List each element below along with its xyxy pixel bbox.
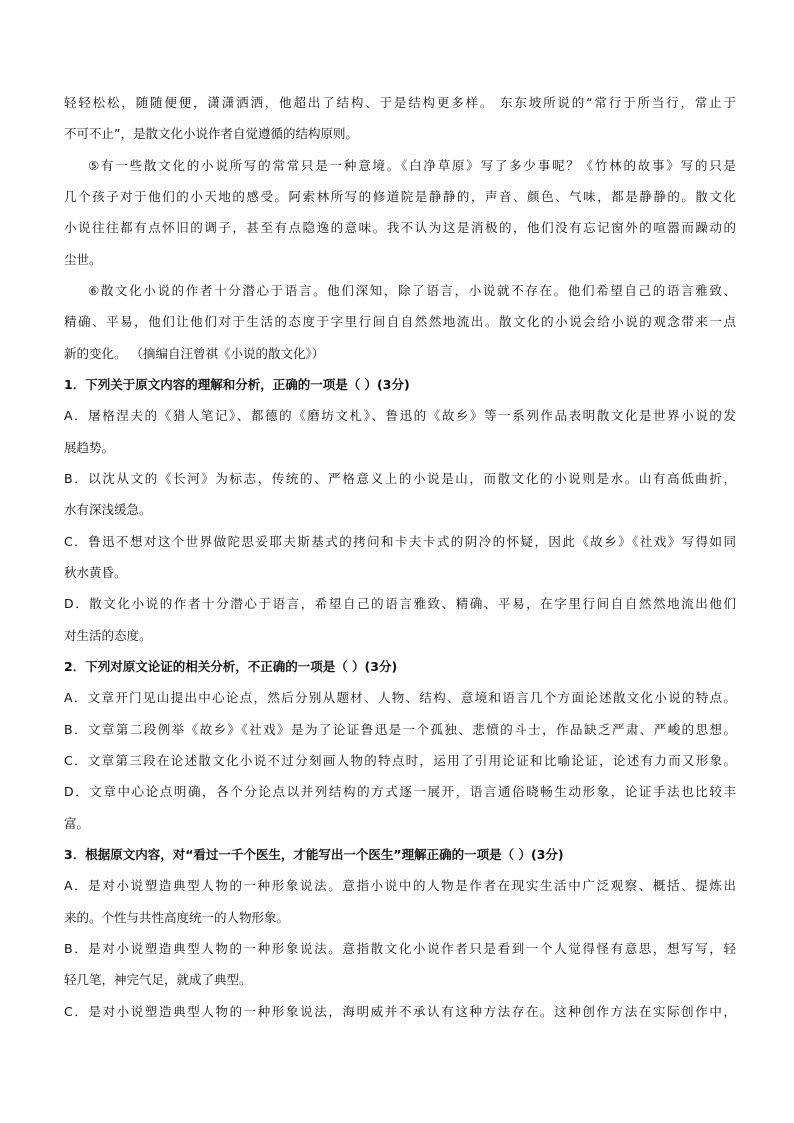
option-c: C．是对小说塑造典型人物的一种形象说法，海明威并不承认有这种方法存在。这种创作方法在实际创作中， [64, 1004, 736, 1019]
question-2-stem: 2．下列对原文论证的相关分析，不正确的一项是（ ）(3分) [64, 659, 398, 674]
option-a: A．文章开门见山提出中心论点，然后分别从题材、人物、结构、意境和语言几个方面论述散文化小说的特点。 [64, 690, 736, 705]
paragraph-line: 小说往往都有点怀旧的调子，甚至有点隐逸的意味。我不认为这是消极的，他们没有忘记窗外的喧嚣而躁动的 [64, 220, 736, 235]
option-line: 轻几笔，神完气足，就成了典型。 [64, 972, 252, 987]
option-d: D．散文化小说的作者十分潜心于语言，希望自己的语言雅致、精确、平易，在字里行间自自然然地流出他们 [64, 596, 736, 611]
option-b: B．是对小说塑造典型人物的一种形象说法。意指散文化小说作者只是看到一个人觉得怪有意思，想写写，轻 [64, 941, 736, 956]
option-line: 秋水黄昏。 [64, 565, 127, 580]
paragraph-5-line: ⑤有一些散文化的小说所写的常常只是一种意境。《白净草原》写了多少事呢？《竹林的故事》写的只是 [88, 158, 736, 173]
option-b: B．文章第二段例举《故乡》《社戏》是为了论证鲁迅是一个孤独、悲愤的斗士，作品缺乏严肃、严峻的思想。 [64, 722, 736, 737]
paragraph-line: 尘世。 [64, 252, 102, 267]
option-b: B．以沈从文的《长河》为标志，传统的、严格意义上的小说是山，而散文化的小说则是水。山有高低曲折， [64, 471, 736, 486]
paragraph-line: 不可不止”，是散文化小说作者自觉遵循的结构原则。 [64, 126, 358, 141]
option-line: 对生活的态度。 [64, 628, 152, 643]
source-citation-line: 新的变化。 （摘编自汪曾祺《小说的散文化》） [64, 346, 325, 361]
paragraph-line: 轻轻松松，随随便便，潇潇洒洒，他超出了结构、于是结构更多样。 东东坡所说的“常行于所当行，常止于 [64, 95, 736, 110]
option-line: 来的。个性与共性高度统一的人物形象。 [64, 910, 290, 925]
option-line: 水有深浅缓急。 [64, 502, 152, 517]
paragraph-line: 几个孩子对于他们的小天地的感受。阿索林所写的修道院是静静的，声音、颜色、气味，都是静静的。散文化 [64, 189, 736, 204]
question-1-stem: 1．下列关于原文内容的理解和分析，正确的一项是（ ）(3分) [64, 377, 410, 392]
option-line: 富。 [64, 816, 90, 831]
option-d: D．文章中心论点明确，各个分论点以并列结构的方式逐一展开，语言通俗晓畅生动形象，论证手法也比较丰 [64, 784, 736, 799]
option-c: C．文章第三段在论述散文化小说不过分刻画人物的特点时，运用了引用论证和比喻论证，论述有力而又形象。 [64, 753, 736, 768]
option-a: A．屠格涅夫的《猎人笔记》、都德的《磨坊文札》、鲁迅的《故乡》等一系列作品表明散文化是世界小说的发 [64, 408, 736, 423]
option-a: A．是对小说塑造典型人物的一种形象说法。意指小说中的人物是作者在现实生活中广泛观察、概括、提炼出 [64, 878, 736, 893]
paragraph-6-line: ⑥散文化小说的作者十分潜心于语言。他们深知，除了语言，小说就不存在。他们希望自己的语言雅致、 [88, 283, 736, 298]
option-line: 展趋势。 [64, 440, 115, 455]
question-3-stem: 3．根据原文内容，对“看过一千个医生，才能写出一个医生”理解正确的一项是（ ）(3分) [64, 847, 564, 862]
paragraph-line: 精确、平易，他们让他们对于生活的态度于字里行间自自然然地流出。散文化的小说会给小说的观念带来一点 [64, 314, 736, 329]
option-c: C．鲁迅不想对这个世界做陀思妥耶夫斯基式的拷问和卡夫卡式的阴冷的怀疑，因此《故乡》《社戏》写得如同 [64, 534, 736, 549]
